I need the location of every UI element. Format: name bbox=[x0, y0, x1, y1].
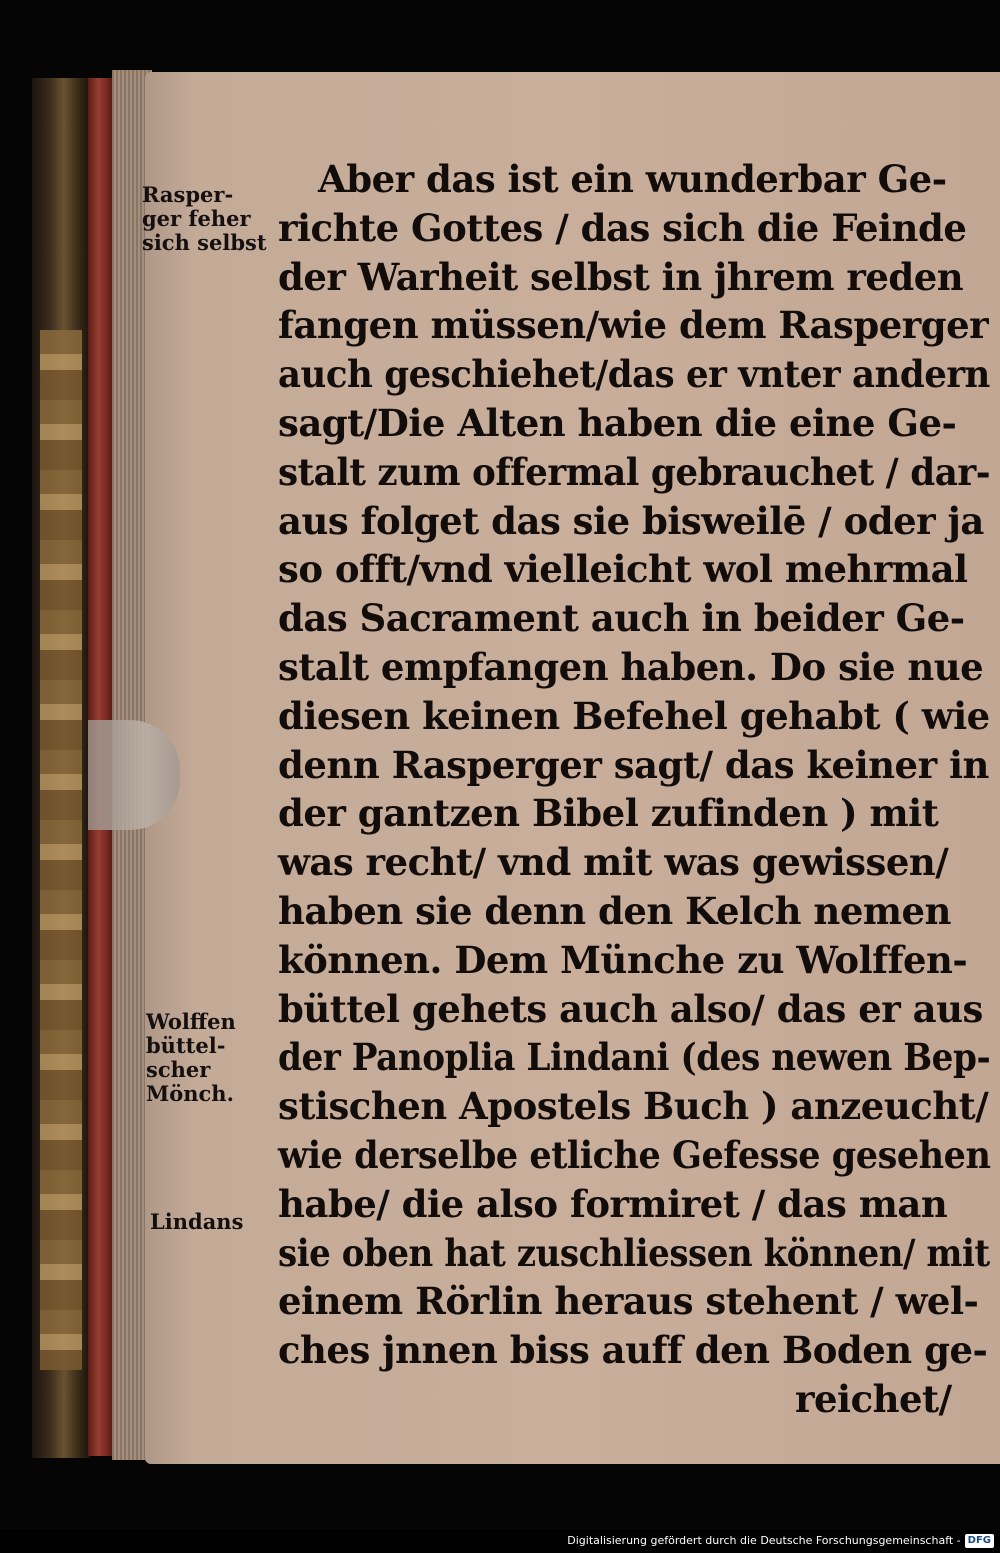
text-line: richte Gottes / das sich die Feinde bbox=[278, 205, 967, 250]
text-line: sie oben hat zuschliessen können/ mit bbox=[278, 1230, 990, 1275]
text-line: so offt/vnd vielleicht wol mehrmal bbox=[278, 547, 968, 592]
text-line: wie derselbe etliche Gefesse gesehen bbox=[278, 1133, 991, 1177]
text-line: fangen müssen/wie dem Rasperger bbox=[278, 303, 989, 348]
text-line: was recht/ vnd mit was gewissen/ bbox=[278, 840, 949, 885]
text-line: reichet/ bbox=[795, 1377, 952, 1421]
binding-spine-pattern bbox=[40, 330, 82, 1370]
text-line: aus folget das sie bisweilē / oder ja bbox=[278, 498, 984, 543]
text-line: das Sacrament auch in beider Ge- bbox=[278, 596, 965, 641]
text-line: haben sie denn den Kelch nemen bbox=[278, 889, 951, 933]
text-line: der Warheit selbst in jhrem reden bbox=[278, 254, 964, 299]
margin-note-wolffen: Wolffen büttel- scher Mönch. bbox=[146, 1009, 236, 1106]
text-line: ches jnnen biss auff den Boden ge- bbox=[278, 1328, 988, 1373]
book-clasp bbox=[88, 720, 180, 830]
margin-note-rasperger: Rasper- ger feher sich selbst bbox=[142, 182, 267, 255]
text-line: sagt/Die Alten haben die eine Ge- bbox=[278, 401, 957, 445]
text-line: der Panoplia Lindani (des newen Bep- bbox=[278, 1035, 991, 1080]
text-line: stalt zum offermal gebrauchet / dar- bbox=[278, 449, 991, 494]
footer-text: Digitalisierung gefördert durch die Deutsche Forschungsgemeinschaft - bbox=[567, 1534, 961, 1547]
text-line: Aber das ist ein wunderbar Ge- bbox=[318, 157, 947, 201]
text-line: habe/ die also formiret / das man bbox=[278, 1181, 948, 1226]
dfg-logo: DFG bbox=[965, 1534, 994, 1548]
margin-note-lindans: Lindans bbox=[150, 1209, 244, 1234]
text-line: können. Dem Münche zu Wolffen- bbox=[278, 937, 968, 982]
text-line: diesen keinen Befehel gehabt ( wie bbox=[278, 693, 990, 738]
text-line: denn Rasperger sagt/ das keiner in bbox=[278, 742, 989, 787]
text-line: stalt empfangen haben. Do sie nue bbox=[278, 645, 984, 689]
footer-credit bbox=[567, 1531, 994, 1551]
text-line: der gantzen Bibel zufinden ) mit bbox=[278, 791, 939, 836]
text-line: stischen Apostels Buch ) anzeucht/ bbox=[278, 1084, 989, 1129]
text-line: auch geschiehet/das er vnter andern bbox=[278, 352, 990, 397]
text-line: einem Rörlin heraus stehent / wel- bbox=[278, 1279, 979, 1324]
text-line: büttel gehets auch also/ das er aus bbox=[278, 986, 983, 1031]
